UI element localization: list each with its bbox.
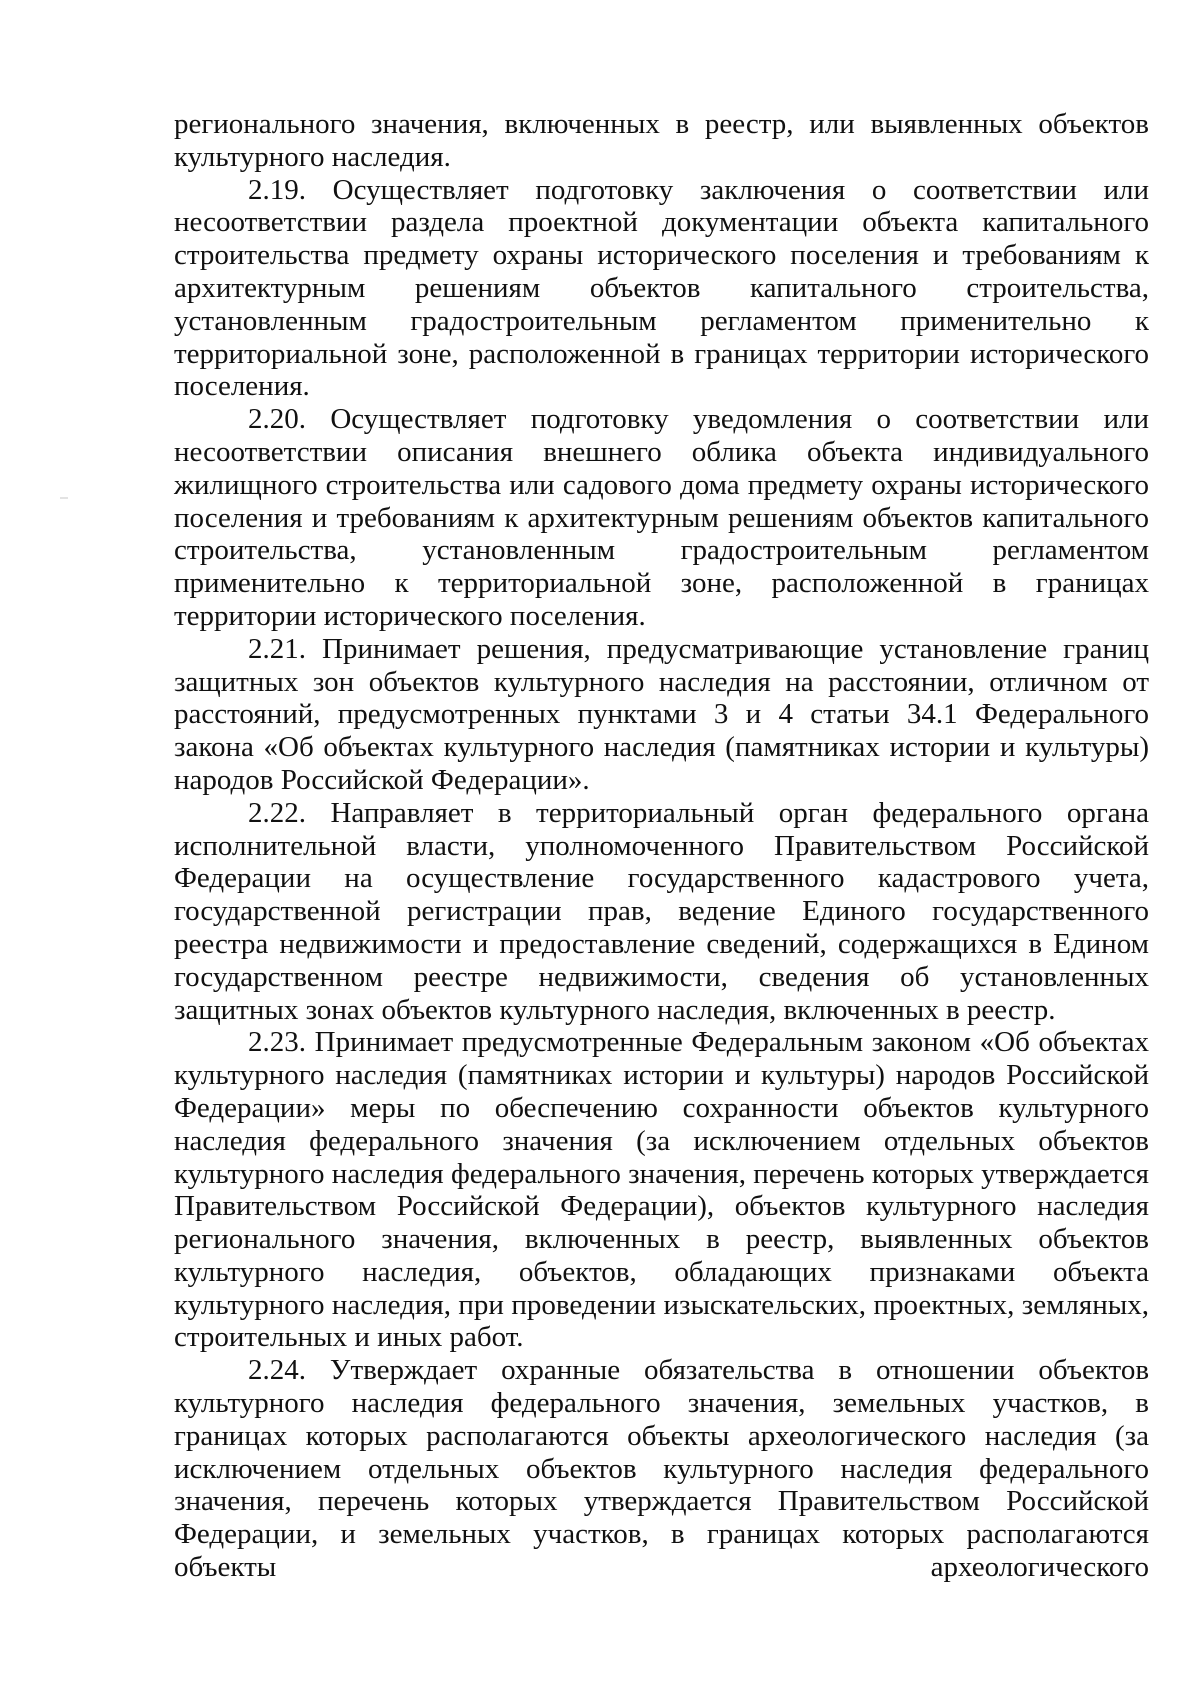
- paragraph-text: Утверждает охранные обязательства в отношении объектов культурного наследия федерального значения, земельных участков, в границах которых располагаются объекты археологического наследия (за исключением отдельных объектов культурного наследия федерального значения, перечень которых утверждается Правительством Российской Федерации, и земельных участков, в границах которых располагаются объекты археологического: [174, 1354, 1150, 1584]
- paragraph-2-19: [174, 174, 1149, 404]
- paragraph-text: Направляет в территориальный орган федерального органа исполнительной власти, уполномоченного Правительством Российской Федерации на осуществление государственного кадастрового учета, государственной регистрации прав, ведение Единого государственного реестра недвижимости и предоставление сведений, содержащихся в Едином государственном реестре недвижимости, сведения об установленных защитных зонах объектов культурного наследия, включенных в реестр.: [174, 796, 1149, 1026]
- paragraph-text: Принимает предусмотренные Федеральным законом «Об объектах культурного наследия (памятниках истории и культуры) народов Российской Федерации» меры по обеспечению сохранности объектов культурного наследия федерального значения (за исключением отдельных объектов культурного наследия федерального значения, перечень которых утверждается Правительством Российской Федерации), объектов культурного наследия регионального значения, включенных в реестр, выявленных объектов культурного наследия, объектов, обладающих признаками объекта культурного наследия, при проведении изыскательских, проектных, земляных, строительных и иных работ.: [174, 1026, 1149, 1354]
- paragraph-2-22: [174, 797, 1149, 1027]
- paragraph-number: 2.22.: [248, 796, 306, 829]
- paragraph-2-23: [174, 1026, 1149, 1354]
- paragraph-number: 2.19.: [248, 173, 306, 206]
- paragraph-text: регионального значения, включенных в реестр, или выявленных объектов культурного наследия.: [174, 108, 1149, 173]
- paragraph-2-24: [174, 1354, 1149, 1584]
- paragraph-number: 2.20.: [248, 403, 306, 436]
- paragraph-2-20: [174, 403, 1149, 633]
- document-body: [174, 108, 1149, 1584]
- paragraph-2-21: [174, 633, 1149, 797]
- paragraph-number: 2.24.: [248, 1354, 306, 1387]
- paragraph-text: Принимает решения, предусматривающие установление границ защитных зон объектов культурного наследия на расстоянии, отличном от расстояний, предусмотренных пунктами 3 и 4 статьи 34.1 Федерального закона «Об объектах культурного наследия (памятниках истории и культуры) народов Российской Федерации».: [174, 632, 1150, 796]
- paragraph-text: Осуществляет подготовку заключения о соответствии или несоответствии раздела проектной документации объекта капитального строительства предмету охраны исторического поселения и требованиям к архитектурным решениям объектов капитального строительства, установленным градостроительным регламентом применительно к территориальной зоне, расположенной в границах территории исторического поселения.: [174, 173, 1149, 403]
- paragraph-number: 2.21.: [248, 632, 306, 665]
- paragraph-text: Осуществляет подготовку уведомления о соответствии или несоответствии описания внешнего облика объекта индивидуального жилищного строительства или садового дома предмету охраны исторического поселения и требованиям к архитектурным решениям объектов капитального строительства, установленным градостроительным регламентом применительно к территориальной зоне, расположенной в границах территории исторического поселения.: [174, 403, 1149, 632]
- paragraph-number: 2.23.: [248, 1026, 306, 1059]
- paragraph-continuation: [174, 108, 1149, 174]
- scan-artifact: [60, 497, 68, 499]
